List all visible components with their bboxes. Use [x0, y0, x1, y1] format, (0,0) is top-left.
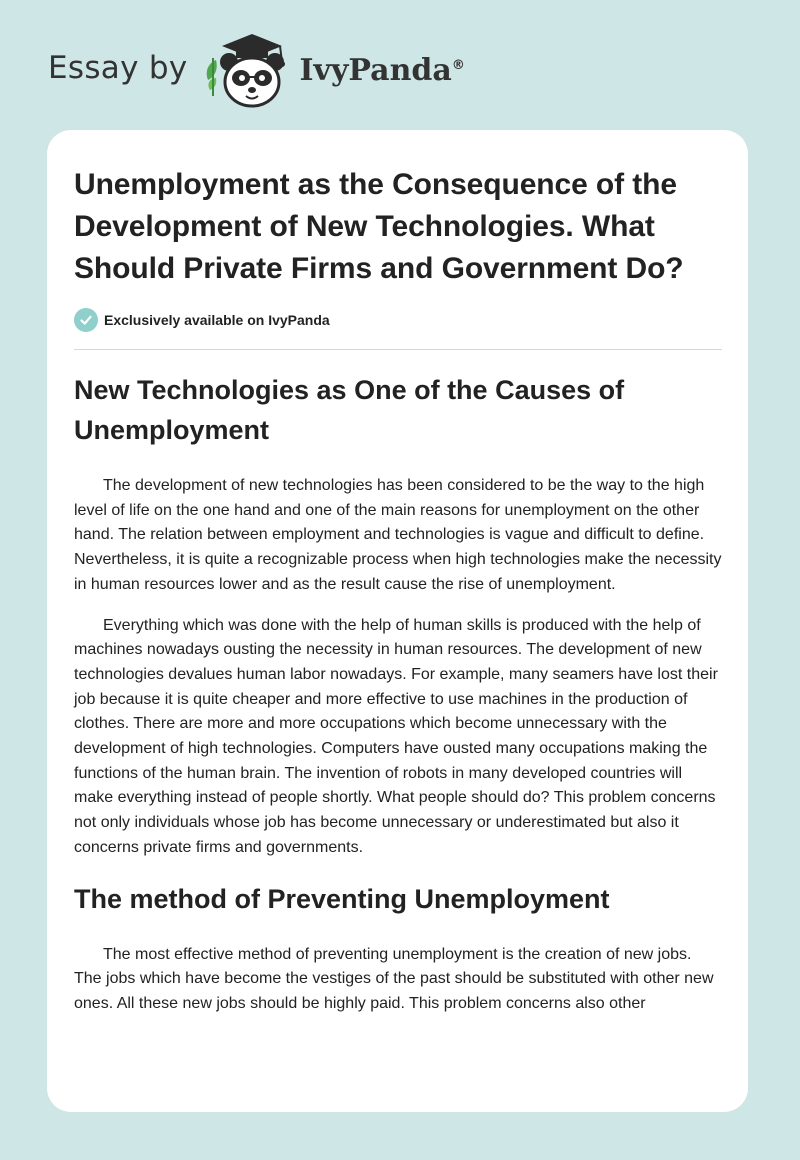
- paragraph: The most effective method of preventing unemployment is the creation of new jobs. The jobs which have become the vestiges of the past should be substituted with other new ones. All these new jobs should be highly paid. This problem concerns also other: [74, 945, 714, 1012]
- essay-title: Unemployment as the Consequence of the Development of New Technologies. What Should Private Firms and Government Do?: [74, 168, 684, 285]
- section-heading: The method of Preventing Unemployment: [74, 883, 610, 914]
- brand-prefix: Essay by: [48, 50, 188, 86]
- paragraph: The development of new technologies has been considered to be the way to the high level of life on the one hand and one of the main reasons for unemployment on the other hand. The relation between employment and technologies is vague and difficult to define. Nevertheless, it is quite a recognizable process when high technologies make the necessity in human resources lower and as the result cause the rise of unemployment.: [74, 477, 722, 593]
- section-preventing-unemployment: [74, 879, 722, 1017]
- panda-logo-icon[interactable]: [202, 30, 294, 110]
- divider: [74, 349, 722, 350]
- brand-name-text: IvyPanda: [299, 52, 452, 88]
- section-new-technologies: [74, 370, 722, 861]
- exclusive-badge: [74, 308, 722, 332]
- brand-registered-mark: ®: [451, 57, 465, 73]
- essay-content: [47, 130, 748, 1017]
- section-heading: New Technologies as One of the Causes of Unemployment: [74, 375, 625, 445]
- checkmark-icon: [74, 308, 98, 332]
- exclusive-label: Exclusively available on IvyPanda: [104, 312, 330, 328]
- brand-header: [48, 30, 465, 110]
- brand-name: [300, 53, 465, 88]
- paragraph: Everything which was done with the help of human skills is produced with the help of machines nowadays ousting the necessity in human resources. The development of new technologies devalues human labor nowadays. For example, many seamers have lost their job because it is quite cheaper and more effective to use machines in the production of clothes. There are more and more occupations which become unnecessary with the development of high technologies. Computers have ousted many occupations making the functions of the human brain. The invention of robots in many developed countries will make everything instead of people shortly. What people should do? This problem concerns not only individuals whose job has become unnecessary or underestimated but also it concerns private firms and governments.: [74, 616, 718, 856]
- essay-card: [47, 130, 748, 1112]
